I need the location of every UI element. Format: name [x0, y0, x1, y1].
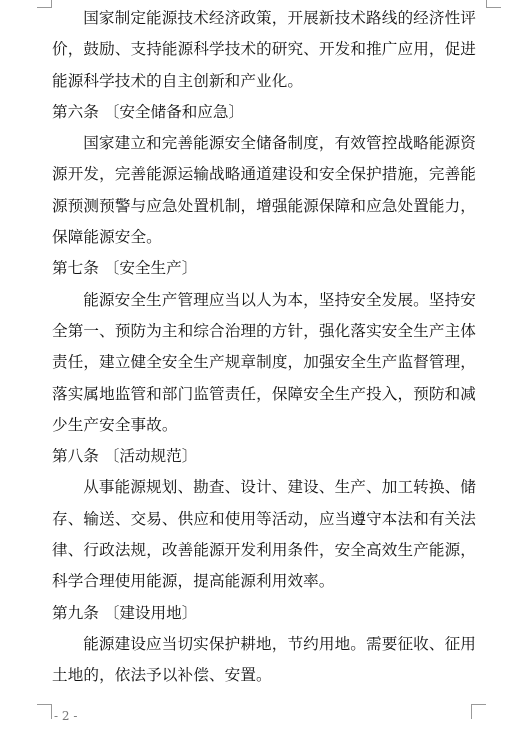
crop-mark-top-left [37, 0, 52, 8]
article-6-body: 国家建立和完善能源安全储备制度，有效管控战略能源资源开发，完善能源运输战略通道建设和安全保护措施，完善能源预测预警与应急处置机制，增强能源保障和应急处置能力，保障能源安全。 [52, 134, 476, 247]
crop-mark-bottom-right [471, 704, 486, 719]
article-9-heading: 第九条 〔建设用地〕 [52, 603, 198, 622]
article-8-heading: 第八条 〔活动规范〕 [52, 447, 198, 466]
crop-mark-bottom-left [37, 704, 52, 719]
page-number: - 2 - [54, 709, 78, 723]
article-7-heading: 第七条 〔安全生产〕 [52, 259, 198, 278]
intro-paragraph: 国家制定能源技术经济政策，开展新技术路线的经济性评价，鼓励、支持能源科学技术的研究、开发和推广应用，促进能源科学技术的自主创新和产业化。 [52, 9, 476, 90]
document-body[interactable] [52, 0, 476, 692]
article-6-heading: 第六条 〔安全储备和应急〕 [52, 102, 245, 121]
article-8-body: 从事能源规划、勘查、设计、建设、生产、加工转换、储存、输送、交易、供应和使用等活动，应当遵守本法和有关法律、行政法规，改善能源开发利用条件，安全高效生产能源，科学合理使用能源，提高能源利用效率。 [52, 478, 476, 591]
article-7-body: 能源安全生产管理应当以人为本，坚持安全发展。坚持安全第一、预防为主和综合治理的方针，强化落实安全生产主体责任，建立健全安全生产规章制度，加强安全生产监督管理，落实属地监管和部门监管责任，保障安全生产投入，预防和减少生产安全事故。 [52, 290, 476, 434]
article-9-body: 能源建设应当切实保护耕地，节约用地。需要征收、征用土地的，依法予以补偿、安置。 [52, 634, 476, 685]
crop-mark-top-right [486, 0, 501, 8]
